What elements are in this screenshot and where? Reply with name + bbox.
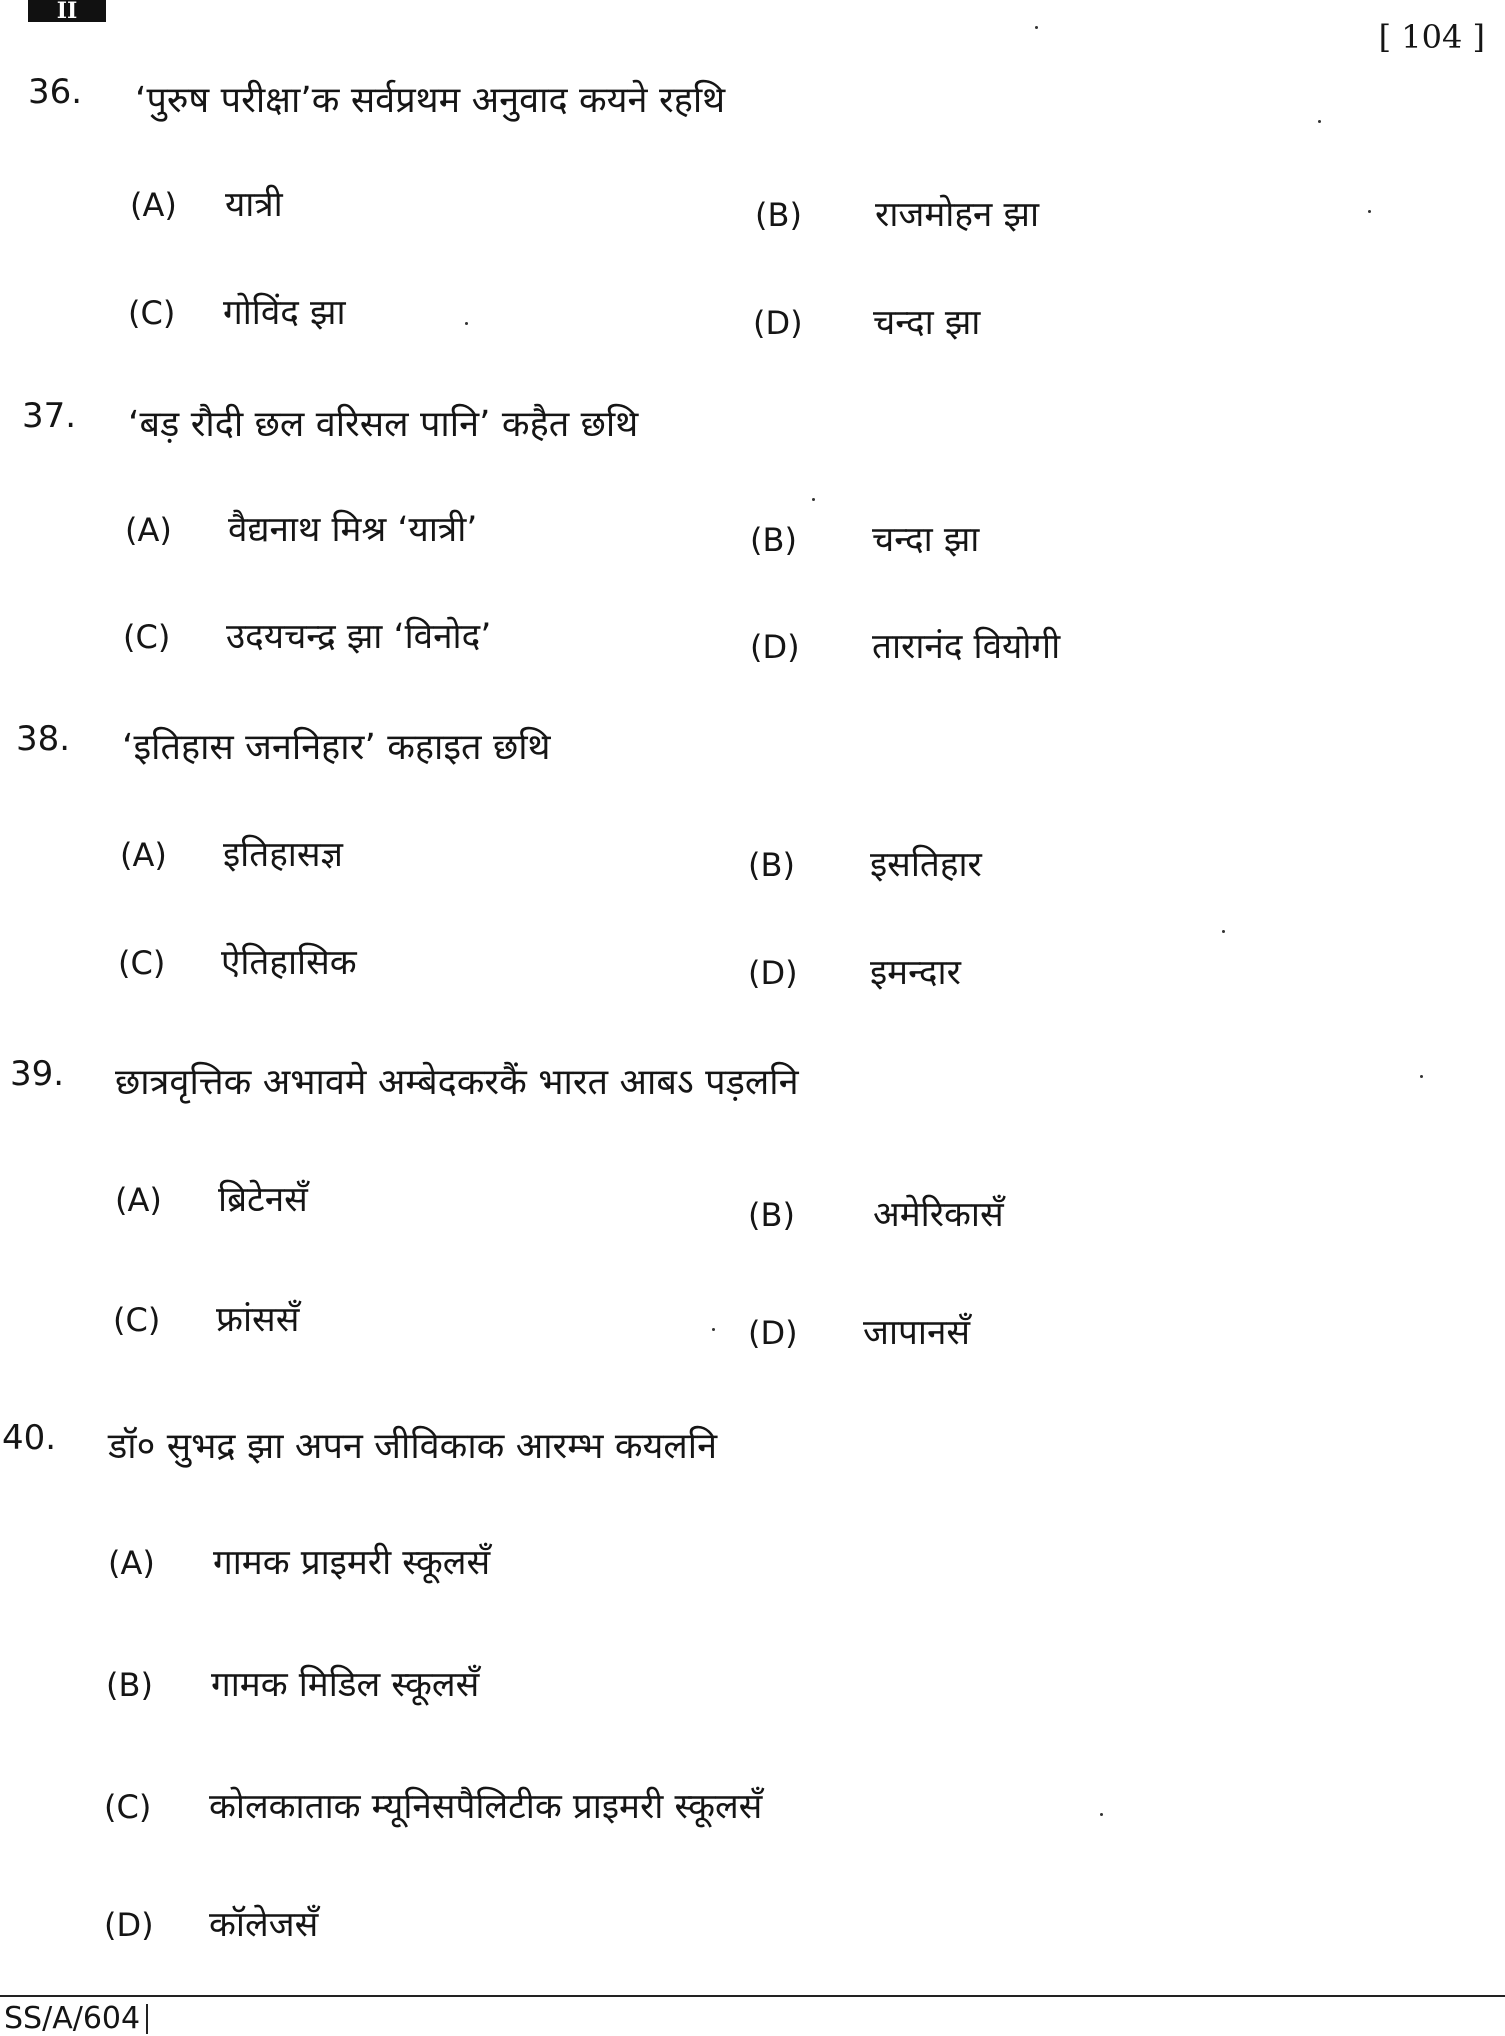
option-letter: (A) xyxy=(115,1181,162,1219)
question-number: 36. xyxy=(28,72,83,112)
option-text: इसतिहार xyxy=(870,845,982,885)
scan-speck xyxy=(812,498,815,501)
option-c[interactable] xyxy=(128,288,346,335)
option-text: इतिहासज्ञ xyxy=(223,835,343,875)
question-text: ‘बड़ रौदी छल वरिसल पानि’ कहैत छथि xyxy=(128,404,639,445)
option-letter: (B) xyxy=(748,1196,795,1234)
question-number: 40. xyxy=(2,1418,57,1458)
option-text: जापानसँ xyxy=(863,1313,971,1353)
question-text: डॉ० सुभद्र झा अपन जीविकाक आरम्भ कयलनि xyxy=(108,1426,718,1467)
option-text: गामक मिडिल स्कूलसँ xyxy=(211,1665,480,1705)
option-text: इमन्दार xyxy=(870,953,961,993)
scan-speck xyxy=(465,322,468,325)
option-text: गोविंद झा xyxy=(223,293,346,333)
option-text: कॉलेजसँ xyxy=(209,1905,319,1945)
option-letter: (C) xyxy=(113,1301,161,1339)
option-letter: (B) xyxy=(750,521,797,559)
option-letter: (B) xyxy=(106,1666,153,1704)
option-text: यात्री xyxy=(225,185,283,225)
option-a[interactable] xyxy=(108,1538,490,1585)
footer-code: SS/A/604 xyxy=(4,2004,148,2034)
option-text: ब्रिटेनसँ xyxy=(218,1180,308,1220)
question-number: 38. xyxy=(16,719,71,759)
option-text: कोलकाताक म्यूनिसपैलिटीक प्राइमरी स्कूलसँ xyxy=(209,1787,763,1827)
option-b[interactable] xyxy=(755,190,1039,237)
question-text: छात्रवृत्तिक अभावमे अम्बेदकरकैं भारत आबऽ पड़लनि xyxy=(115,1062,799,1103)
option-letter: (D) xyxy=(748,954,798,992)
option-c[interactable] xyxy=(118,938,357,985)
option-letter: (D) xyxy=(748,1314,798,1352)
option-letter: (D) xyxy=(753,304,803,342)
option-text: अमेरिकासँ xyxy=(873,1195,1004,1235)
option-text: ऐतिहासिक xyxy=(221,943,357,983)
option-letter: (C) xyxy=(104,1788,152,1826)
option-text: राजमोहन झा xyxy=(875,195,1040,235)
option-letter: (C) xyxy=(128,294,176,332)
option-d[interactable] xyxy=(748,1308,970,1355)
option-d[interactable] xyxy=(104,1900,318,1947)
option-letter: (A) xyxy=(125,511,172,549)
option-d[interactable] xyxy=(753,298,980,345)
option-a[interactable] xyxy=(125,505,477,552)
scan-speck xyxy=(1318,120,1321,123)
option-text: गामक प्राइमरी स्कूलसँ xyxy=(213,1543,491,1583)
option-a[interactable] xyxy=(130,180,283,227)
option-text: वैद्यनाथ मिश्र ‘यात्री’ xyxy=(228,510,478,550)
option-a[interactable] xyxy=(120,830,343,877)
option-letter: (A) xyxy=(130,186,177,224)
option-b[interactable] xyxy=(750,515,979,562)
option-letter: (B) xyxy=(748,846,795,884)
option-b[interactable] xyxy=(748,1190,1004,1237)
question-number: 39. xyxy=(10,1054,65,1094)
option-letter: (D) xyxy=(104,1906,154,1944)
option-letter: (A) xyxy=(120,836,167,874)
scan-speck xyxy=(1035,26,1038,29)
option-letter: (A) xyxy=(108,1544,155,1582)
option-d[interactable] xyxy=(750,622,1060,669)
page-tab: II xyxy=(28,0,106,22)
option-c[interactable] xyxy=(113,1295,299,1342)
option-text: चन्दा झा xyxy=(872,520,980,560)
question-text: ‘इतिहास जननिहार’ कहाइत छथि xyxy=(122,727,551,768)
scan-speck xyxy=(1222,930,1225,933)
option-c[interactable] xyxy=(123,612,491,659)
option-b[interactable] xyxy=(748,840,982,887)
option-letter: (C) xyxy=(118,944,166,982)
question-text: ‘पुरुष परीक्षा’क सर्वप्रथम अनुवाद कयने रहथि xyxy=(135,80,726,121)
scan-speck xyxy=(1420,1075,1423,1078)
option-d[interactable] xyxy=(748,948,961,995)
option-c[interactable] xyxy=(104,1782,762,1829)
option-text: तारानंद वियोगी xyxy=(872,627,1061,667)
page-number: [ 104 ] xyxy=(1378,18,1485,56)
option-text: उदयचन्द्र झा ‘विनोद’ xyxy=(226,617,492,657)
question-number: 37. xyxy=(22,396,77,436)
scan-speck xyxy=(1368,210,1371,213)
scan-speck xyxy=(712,1328,715,1331)
option-letter: (C) xyxy=(123,618,171,656)
option-letter: (D) xyxy=(750,628,800,666)
scan-speck xyxy=(1100,1813,1103,1816)
option-b[interactable] xyxy=(106,1660,479,1707)
option-text: फ्रांससँ xyxy=(216,1300,300,1340)
option-a[interactable] xyxy=(115,1175,308,1222)
footer-rule xyxy=(0,1995,1505,1997)
option-text: चन्दा झा xyxy=(873,303,981,343)
option-letter: (B) xyxy=(755,196,802,234)
